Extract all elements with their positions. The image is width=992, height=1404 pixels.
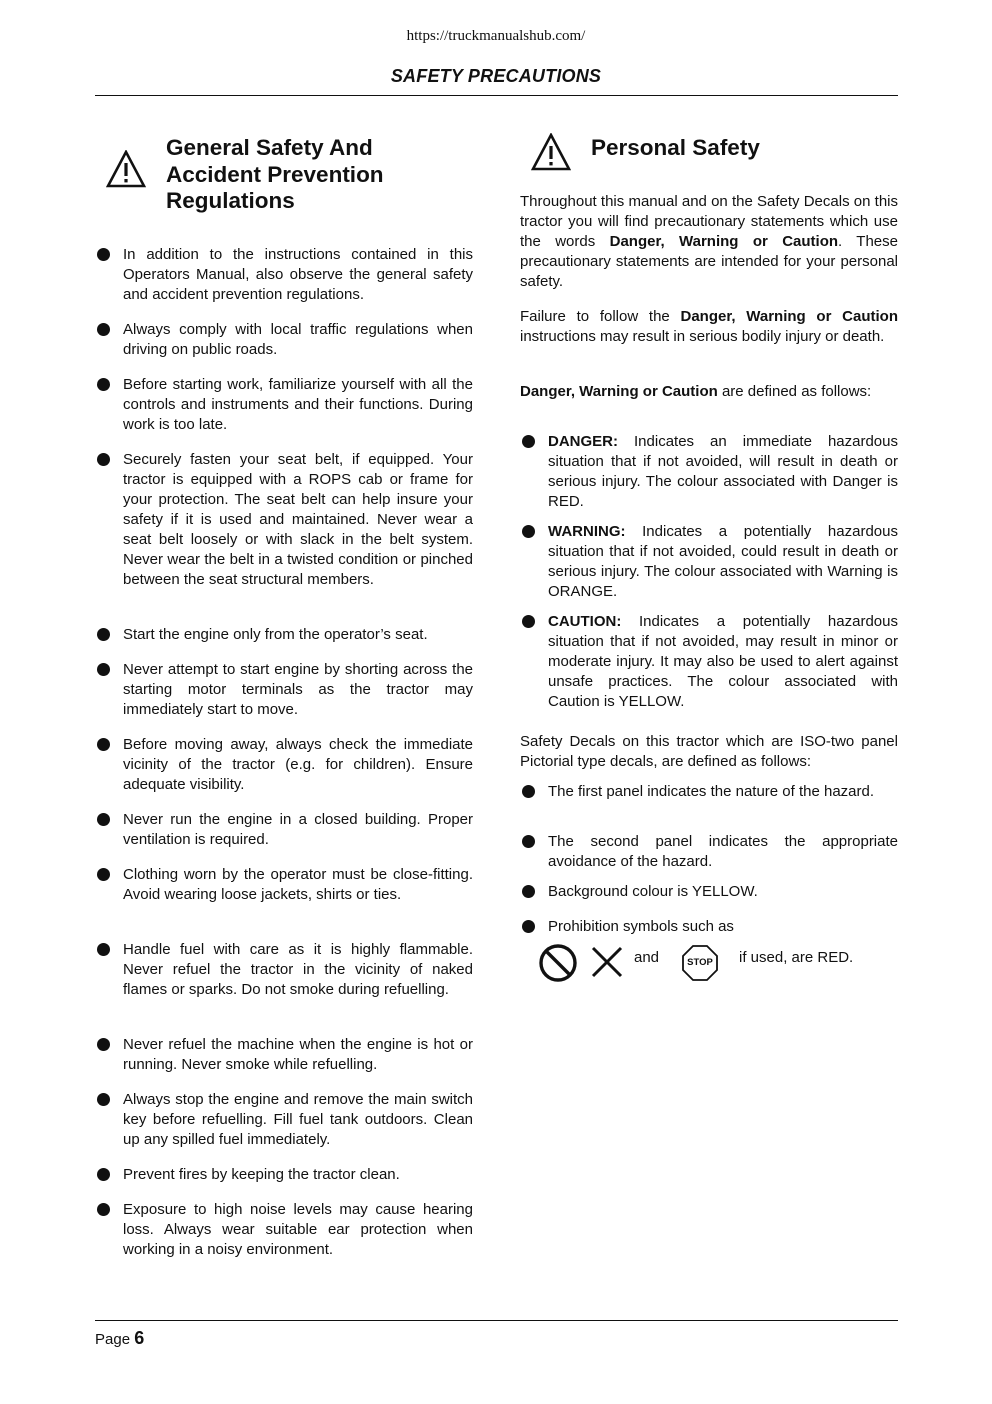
intro-paragraph bbox=[520, 192, 898, 292]
list-item: Never run the engine in a closed building. Proper ventilation is required. bbox=[123, 811, 473, 848]
list-item: Prohibition symbols such as bbox=[548, 918, 734, 935]
left-heading-line-3: Regulations bbox=[166, 188, 295, 213]
failure-bold: Danger, Warning or Caution bbox=[680, 308, 898, 325]
bullet-dot bbox=[97, 738, 110, 751]
bullet-dot bbox=[522, 920, 535, 933]
bullet-dot bbox=[522, 435, 535, 448]
intro-text: Throughout this manual and on the Safety Decals on this tractor you will find precautionary statements which use the words bbox=[520, 193, 898, 250]
bullet-dot bbox=[97, 378, 110, 391]
definition-text: Indicates a potentially hazardous situation that if not avoided, may result in minor or moderate injury. It may also be used to alert against unsafe practices. The colour associated with Caution is YELLOW. bbox=[548, 613, 898, 710]
defined-paragraph bbox=[520, 382, 898, 402]
header-rule bbox=[95, 95, 898, 96]
bullet-dot bbox=[97, 813, 110, 826]
intro-text-end: . These precautionary statements are intended for your personal safety. bbox=[520, 233, 898, 290]
definition-term: WARNING: bbox=[548, 523, 626, 540]
failure-text-end: instructions may result in serious bodily injury or death. bbox=[520, 328, 885, 345]
warning-triangle-icon bbox=[106, 150, 146, 188]
prohibition-circle-icon bbox=[538, 943, 578, 983]
decals-paragraph: Safety Decals on this tractor which are ISO-two panel Pictorial type decals, are defined as follows: bbox=[520, 733, 898, 770]
left-heading-line-1: General Safety And bbox=[166, 135, 373, 160]
definition-caution bbox=[548, 612, 898, 712]
bullet-dot bbox=[97, 868, 110, 881]
bullet-dot bbox=[522, 835, 535, 848]
bullet-dot bbox=[97, 1168, 110, 1181]
list-item: Before starting work, familiarize yourself with all the controls and instruments and their functions. During work is too late. bbox=[123, 376, 473, 433]
list-item: The first panel indicates the nature of the hazard. bbox=[548, 783, 875, 800]
list-item: Clothing worn by the operator must be close-fitting. Avoid wearing loose jackets, shirts or ties. bbox=[123, 866, 473, 903]
definition-danger bbox=[548, 432, 898, 512]
bullet-dot bbox=[97, 663, 110, 676]
source-url: https://truckmanualshub.com/ bbox=[406, 28, 586, 44]
failure-paragraph bbox=[520, 307, 898, 347]
list-item: Exposure to high noise levels may cause hearing loss. Always wear suitable ear protection when working in a noisy environment. bbox=[123, 1201, 473, 1258]
section-title: SAFETY PRECAUTIONS bbox=[390, 66, 602, 86]
list-item: Start the engine only from the operator’s seat. bbox=[123, 626, 428, 643]
stop-sign-icon bbox=[681, 944, 719, 982]
bullet-dot bbox=[97, 1203, 110, 1216]
bullet-dot bbox=[522, 615, 535, 628]
list-item: The second panel indicates the appropriate avoidance of the hazard. bbox=[548, 833, 898, 870]
prohibition-symbols-row bbox=[536, 940, 898, 984]
footer-rule bbox=[95, 1320, 898, 1321]
page-label: Page bbox=[95, 1331, 135, 1348]
and-text: and bbox=[634, 949, 660, 966]
definition-term: DANGER: bbox=[548, 433, 618, 450]
bullet-dot bbox=[522, 785, 535, 798]
right-heading: Personal Safety bbox=[591, 135, 760, 160]
bullet-dot bbox=[97, 1038, 110, 1051]
list-item: Background colour is YELLOW. bbox=[548, 883, 758, 900]
page-number bbox=[95, 1328, 144, 1349]
list-item: Never attempt to start engine by shorting across the starting motor terminals as the tractor may immediately start to move. bbox=[123, 661, 473, 718]
definition-term: CAUTION: bbox=[548, 613, 622, 630]
list-item: Securely fasten your seat belt, if equipped. Your tractor is equipped with a ROPS cab or frame for your protection. The seat belt can help insure your safety if it is used and maintained. Never wear a seat belt loosely or with slack in the belt system. Never wear the belt in a twisted condition or pinched between the seat structural members. bbox=[123, 451, 473, 588]
definition-text: Indicates a potentially hazardous situation that if not avoided, could result in death or serious injury. The colour associated with Warning is ORANGE. bbox=[548, 523, 898, 600]
bullet-dot bbox=[97, 943, 110, 956]
defined-text: are defined as follows: bbox=[717, 383, 872, 400]
warning-triangle-icon bbox=[531, 133, 571, 171]
left-heading bbox=[166, 135, 486, 215]
list-item: Handle fuel with care as it is highly flammable. Never refuel the tractor in the vicinity of naked flames or sparks. Do not smoke during refuelling. bbox=[123, 941, 473, 998]
failure-text: Failure to follow the bbox=[520, 308, 681, 325]
definition-text: Indicates an immediate hazardous situation that if not avoided, will result in death or serious injury. The colour associated with Danger is RED. bbox=[548, 433, 898, 510]
definition-warning bbox=[548, 522, 898, 602]
intro-bold: Danger, Warning or Caution bbox=[609, 233, 839, 250]
bullet-dot bbox=[97, 453, 110, 466]
bullet-dot bbox=[522, 525, 535, 538]
bullet-dot bbox=[97, 628, 110, 641]
bullet-dot bbox=[97, 323, 110, 336]
symbols-suffix: if used, are RED. bbox=[739, 949, 854, 966]
list-item: Never refuel the machine when the engine is hot or running. Never smoke while refuelling. bbox=[123, 1036, 473, 1073]
cross-icon bbox=[590, 945, 624, 979]
left-heading-line-2: Accident Prevention bbox=[166, 161, 384, 187]
bullet-dot bbox=[97, 1093, 110, 1106]
defined-bold: Danger, Warning or Caution bbox=[520, 383, 718, 400]
list-item: Before moving away, always check the immediate vicinity of the tractor (e.g. for children). Ensure adequate visibility. bbox=[123, 736, 473, 793]
bullet-dot bbox=[522, 885, 535, 898]
list-item: Always stop the engine and remove the main switch key before refuelling. Fill fuel tank outdoors. Clean up any spilled fuel immediately. bbox=[123, 1091, 473, 1148]
page-number-value: 6 bbox=[134, 1328, 145, 1348]
list-item: In addition to the instructions contained in this Operators Manual, also observe the general safety and accident prevention regulations. bbox=[123, 246, 473, 303]
bullet-dot bbox=[97, 248, 110, 261]
list-item: Always comply with local traffic regulations when driving on public roads. bbox=[123, 321, 473, 358]
stop-sign-label: STOP bbox=[687, 957, 713, 968]
list-item: Prevent fires by keeping the tractor clean. bbox=[123, 1166, 400, 1183]
